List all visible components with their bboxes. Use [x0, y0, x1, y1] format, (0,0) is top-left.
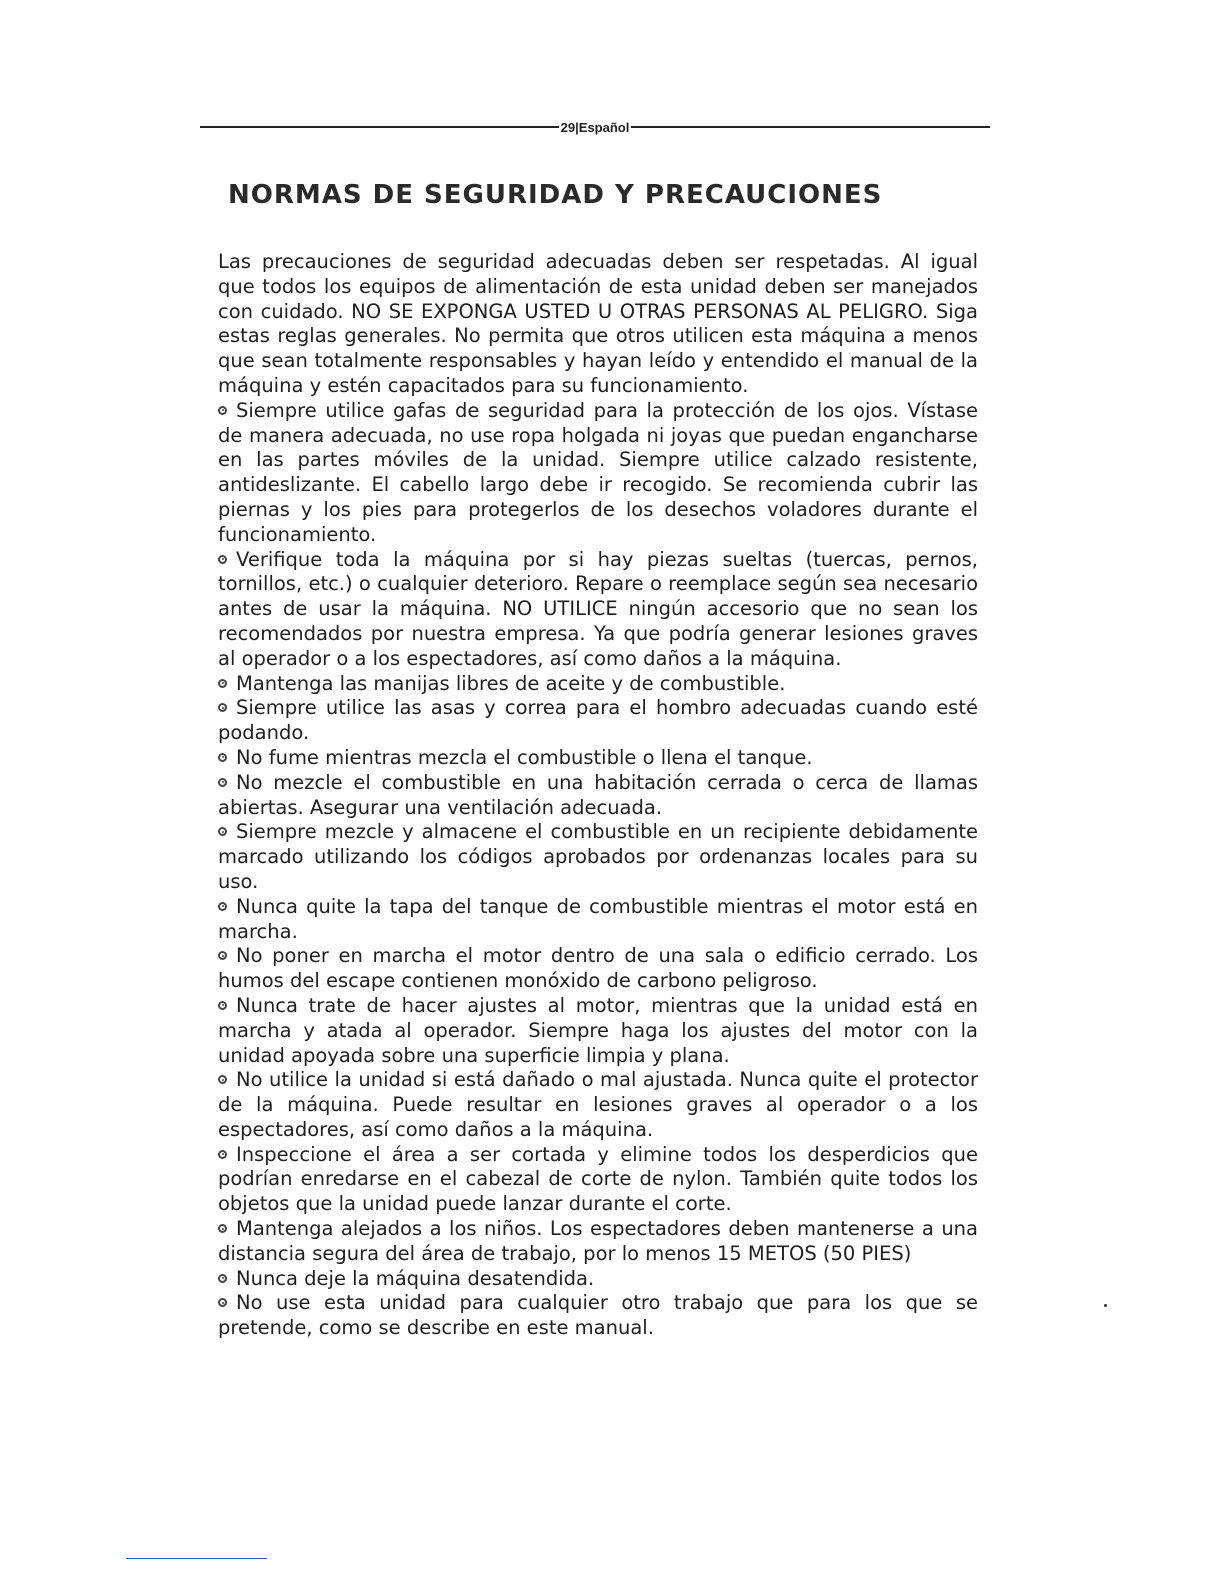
header-rule-left [200, 126, 559, 128]
bullet-icon [218, 1150, 227, 1159]
bullet-item [218, 895, 978, 945]
bullet-text: No use esta unidad para cualquier otro trabajo que para los que se pretende, como se describe en este manual. [218, 1291, 978, 1340]
bullet-text: No utilice la unidad si está dañado o mal ajustada. Nunca quite el protector de la máquina. Puede resultar en lesiones graves al operador o a los espectadores, así como daños a la máquina. [218, 1068, 978, 1141]
bullet-item [218, 548, 978, 672]
bullet-text: Verifique toda la máquina por si hay piezas sueltas (tuercas, pernos, tornillos, etc.) o cualquier deterioro. Repare o reemplace según sea necesario antes de usar la máquina. NO UTILICE ningún accesorio que no sean los recomendados por nuestra empresa. Ya que podría generar lesiones graves al operador o a los espectadores, así como daños a la máquina. [218, 547, 978, 670]
bullet-item [218, 1267, 978, 1292]
bullet-icon [218, 1075, 227, 1084]
page-number-label: 29|Español [560, 119, 630, 135]
bullet-item [218, 1291, 978, 1341]
footnote-rule [126, 1558, 267, 1559]
bullet-item [218, 696, 978, 746]
bullet-item [218, 771, 978, 821]
bullet-icon [218, 1298, 227, 1307]
bullet-item [218, 746, 978, 771]
bullet-text: Siempre utilice las asas y correa para el hombro adecuadas cuando esté podando. [218, 696, 978, 745]
bullet-text: Nunca trate de hacer ajustes al motor, mientras que la unidad está en marcha y atada al operador. Siempre haga los ajustes del motor con la unidad apoyada sobre una superficie limpia y plana. [218, 993, 978, 1067]
scan-speck [1104, 1304, 1107, 1307]
bullet-icon [218, 1001, 227, 1010]
bullet-icon [218, 902, 227, 911]
bullet-text: No fume mientras mezcla el combustible o llena el tanque. [236, 745, 813, 769]
bullet-text: Mantenga las manijas libres de aceite y de combustible. [236, 671, 786, 695]
bullet-text: Nunca quite la tapa del tanque de combustible mientras el motor está en marcha. [218, 894, 978, 943]
bullet-icon [218, 679, 227, 688]
bullet-text: Siempre utilice gafas de seguridad para la protección de los ojos. Vístase de manera adecuada, no use ropa holgada ni joyas que puedan engancharse en las partes móviles de la unidad. Siempre utilice calzado resistente, antideslizante. El cabello largo debe ir recogido. Se recomienda cubrir las piernas y los pies para protegerlos de los desechos voladores durante el funcionamiento. [218, 398, 978, 546]
bullet-icon [218, 951, 227, 960]
bullet-item [218, 994, 978, 1068]
safety-text-body [218, 250, 978, 1341]
bullet-icon [218, 753, 227, 762]
page-title: NORMAS DE SEGURIDAD Y PRECAUCIONES [228, 180, 883, 210]
bullet-item [218, 1143, 978, 1217]
page-header [200, 116, 990, 138]
bullet-icon [218, 1274, 227, 1283]
bullet-item [218, 820, 978, 894]
bullet-item [218, 1217, 978, 1267]
bullet-text: Nunca deje la máquina desatendida. [236, 1266, 595, 1290]
bullet-text: No mezcle el combustible en una habitación cerrada o cerca de llamas abiertas. Asegurar una ventilación adecuada. [218, 770, 978, 819]
header-rule-right [631, 126, 990, 128]
bullet-icon [218, 406, 227, 415]
bullet-text: Inspeccione el área a ser cortada y elimine todos los desperdicios que podrían enredarse en el cabezal de corte de nylon. También quite todos los objetos que la unidad puede lanzar durante el corte. [218, 1142, 978, 1216]
bullet-icon [218, 827, 227, 836]
bullet-icon [218, 703, 227, 712]
intro-paragraph: Las precauciones de seguridad adecuadas deben ser respetadas. Al igual que todos los equipos de alimentación de esta unidad deben ser manejados con cuidado. NO SE EXPONGA USTED U OTRAS PERSONAS AL PELIGRO. Siga estas reglas generales. No permita que otros utilicen esta máquina a menos que sean totalmente responsables y hayan leído y entendido el manual de la máquina y estén capacitados para su funcionamiento. [218, 250, 978, 397]
bullet-text: No poner en marcha el motor dentro de una sala o edificio cerrado. Los humos del escape contienen monóxido de carbono peligroso. [218, 944, 978, 993]
bullet-icon [218, 778, 227, 787]
bullet-item [218, 1068, 978, 1142]
bullet-text: Mantenga alejados a los niños. Los espectadores deben mantenerse a una distancia segura del área de trabajo, por lo menos 15 METOS (50 PIES) [218, 1217, 978, 1265]
bullet-icon [218, 1224, 227, 1233]
bullet-item [218, 672, 978, 697]
bullet-item [218, 399, 978, 548]
bullet-icon [218, 555, 227, 564]
bullet-item [218, 944, 978, 994]
bullet-text: Siempre mezcle y almacene el combustible en un recipiente debidamente marcado utilizando los códigos aprobados por ordenanzas locales para su uso. [218, 820, 978, 893]
